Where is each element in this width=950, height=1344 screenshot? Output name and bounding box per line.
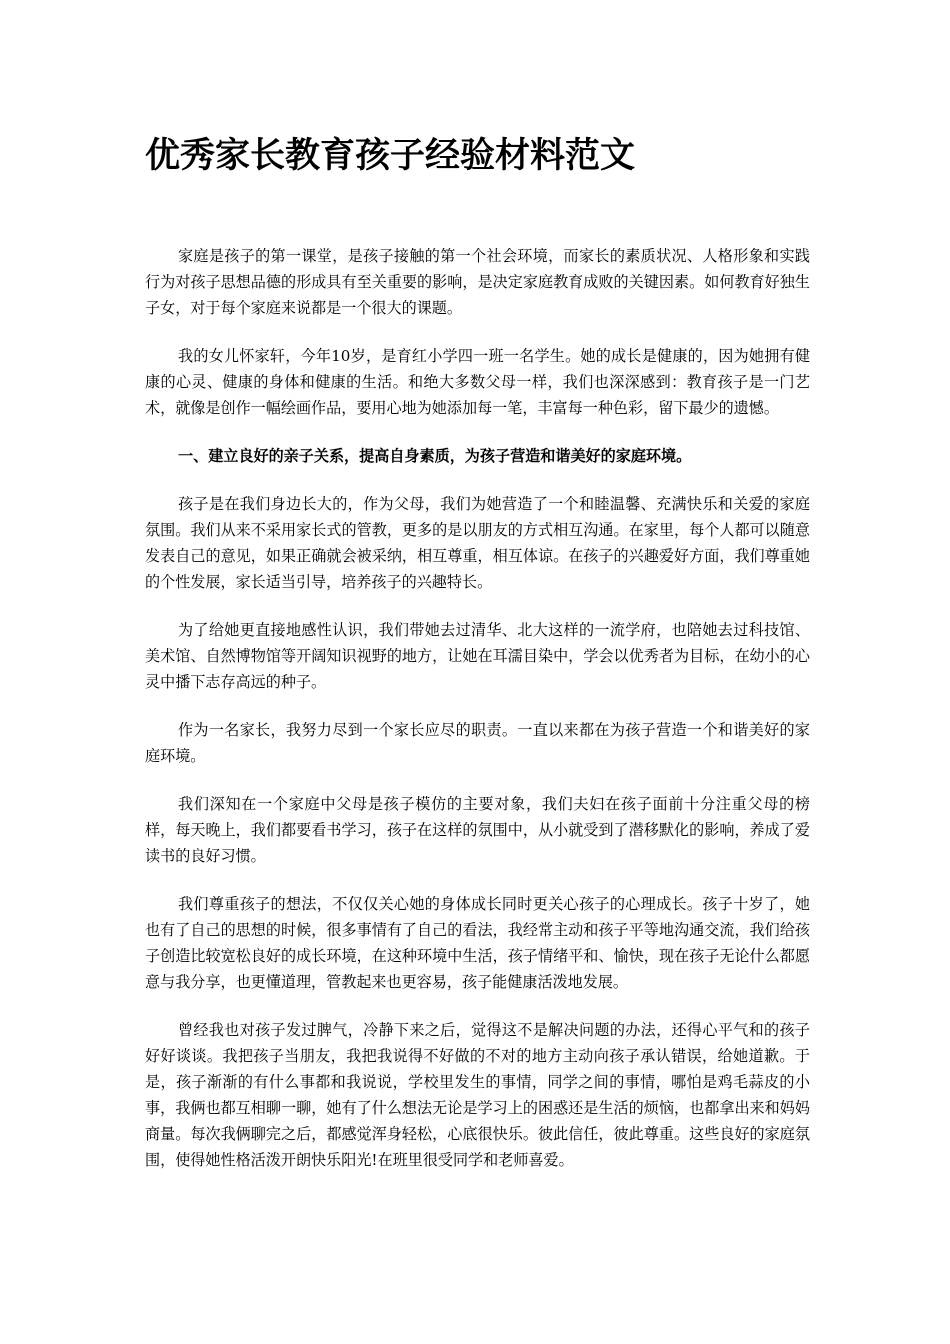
paragraph-intro: 家庭是孩子的第一课堂，是孩子接触的第一个社会环境，而家长的素质状况、人格形象和实践行为对孩子思想品德的形成具有至关重要的影响，是决定家庭教育成败的关键因素。如何教育好独生子女，对于每个家庭来说都是一个很大的课题。 <box>145 247 810 317</box>
paragraph-communication: 曾经我也对孩子发过脾气，冷静下来之后，觉得这不是解决问题的办法，还得心平气和的孩子好好谈谈。我把孩子当朋友，我把我说得不好做的不对的地方主动向孩子承认错误，给她道歉。于是，孩子渐渐的有什么事都和我说说，学校里发生的事情，同学之间的事情，哪怕是鸡毛蒜皮的小事，我俩也都互相聊一聊，她有了什么想法无论是学习上的困惑还是生活的烦恼，也都拿出来和妈妈商量。每次我俩聊完之后，都感觉浑身轻松，心底很快乐。彼此信任，彼此尊重。这些良好的家庭氛围，使得她性格活泼开朗快乐阳光!在班里很受同学和老师喜爱。 <box>145 1021 810 1169</box>
paragraph-parent-duty: 作为一名家长，我努力尽到一个家长应尽的职责。一直以来都在为孩子营造一个和谐美好的家庭环境。 <box>145 721 810 765</box>
paragraph-family-atmosphere: 孩子是在我们身边长大的，作为父母，我们为她营造了一个和睦温馨、充满快乐和关爱的家庭氛围。我们从来不采用家长式的管教，更多的是以朋友的方式相互沟通。在家里，每个人都可以随意发表自己的意见，如果正确就会被采纳，相互尊重，相互体谅。在孩子的兴趣爱好方面，我们尊重她的个性发展，家长适当引导，培养孩子的兴趣特长。 <box>145 495 810 591</box>
paragraph-role-model: 我们深知在一个家庭中父母是孩子模仿的主要对象，我们夫妇在孩子面前十分注重父母的榜样，每天晚上，我们都要看书学习，孩子在这样的氛围中，从小就受到了潜移默化的影响，养成了爱读书的良好习惯。 <box>145 795 810 865</box>
paragraph-daughter: 我的女儿怀家轩，今年10岁，是育红小学四一班一名学生。她的成长是健康的，因为她拥有健康的心灵、健康的身体和健康的生活。和绝大多数父母一样，我们也深深感到：教育孩子是一门艺术，就像是创作一幅绘画作品，要用心地为她添加每一笔，丰富每一种色彩，留下最少的遗憾。 <box>145 347 810 417</box>
paragraph-perceptual-knowledge: 为了给她更直接地感性认识，我们带她去过清华、北大这样的一流学府，也陪她去过科技馆、美术馆、自然博物馆等开阔知识视野的地方，让她在耳濡目染中，学会以优秀者为目标，在幼小的心灵中播下志存高远的种子。 <box>145 621 810 691</box>
section-heading-1: 一、建立良好的亲子关系，提高自身素质，为孩子营造和谐美好的家庭环境。 <box>178 447 692 465</box>
document-title: 优秀家长教育孩子经验材料范文 <box>145 136 636 176</box>
document-body <box>145 243 810 1195</box>
paragraph-respect-ideas: 我们尊重孩子的想法，不仅仅关心她的身体成长同时更关心孩子的心理成长。孩子十岁了，她也有了自己的思想的时候，很多事情有了自己的看法，我经常主动和孩子平等地沟通交流，我们给孩子创造比较宽松良好的成长环境，在这种环境中生活，孩子情绪平和、愉快，现在孩子无论什么都愿意与我分享，也更懂道理，管教起来也更容易，孩子能健康活泼地发展。 <box>145 895 810 991</box>
